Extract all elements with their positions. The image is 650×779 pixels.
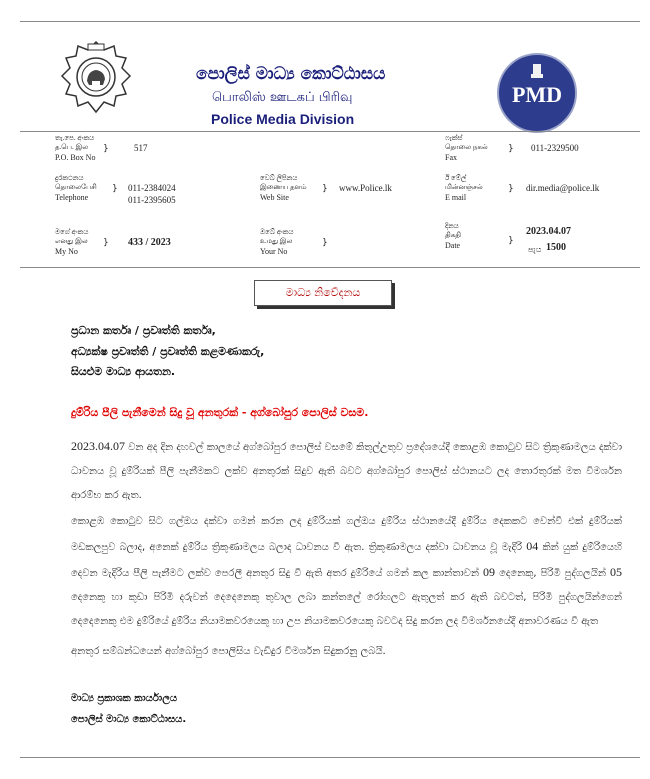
paragraph-2-carriage-count: 04 bbox=[526, 539, 539, 553]
paragraph-3: අනතුර සම්බන්ධයෙන් අග්බෝපුර පොලිසිය වැඩිදුර විමර්ශන සිදුකරනු ලබයි. bbox=[71, 646, 386, 657]
addressee-line-2: අධ්‍යක්ෂ ප්‍රවෘත්ති / ප්‍රවෘත්ති කළමණාකරු, bbox=[71, 345, 265, 358]
time-value: 1500 bbox=[546, 242, 566, 253]
title-sinhala: පොලිස් මාධ්‍ය කොට්ඨාසය bbox=[196, 64, 386, 84]
telephone-dash: } bbox=[112, 184, 118, 194]
signature-line-1: මාධ්‍ය ප්‍රකාශක කාර්යාලය bbox=[71, 693, 178, 704]
time-label: පැය bbox=[528, 245, 542, 254]
signature-line-2: පොලිස් මාධ්‍ය කොට්ඨාසය. bbox=[71, 714, 187, 725]
my-no-label: මගේ අංකය எனது இல My No bbox=[55, 228, 89, 256]
police-emblem-icon bbox=[60, 40, 132, 116]
telephone-label: දුරකථනය தொலைபேசி Telephone bbox=[55, 174, 97, 202]
subject-line: දුම්රිය පීලි පැනීමෙන් සිදු වූ අනතුරක් - අග්බෝපුර පොලිස් වසම. bbox=[71, 406, 369, 419]
fax-value: 011-2329500 bbox=[531, 143, 579, 153]
website-label: වෙබ් ලිපිනය இணைய தளம் Web Site bbox=[260, 174, 307, 202]
title-english: Police Media Division bbox=[211, 111, 355, 127]
my-no-value: 433 / 2023 bbox=[128, 237, 171, 248]
date-value: 2023.04.07 bbox=[526, 226, 571, 237]
my-no-dash: } bbox=[103, 238, 109, 248]
website-value: www.Police.lk bbox=[339, 183, 392, 193]
pobox-dash: } bbox=[103, 144, 109, 154]
paragraph-2-part-b: කින් යුක් දුම්රියෙහි දෙවන මැදිරිය පීලි පැනීමට ලක්ව පෙරලී අනතුර සිදු වී ඇති අතර දුම්රියේ ගමන් කල කාන්තාවන් bbox=[71, 542, 622, 579]
top-border bbox=[20, 21, 640, 22]
paragraph-2-part-a: කොළඹ කොටුව සිට ගල්ඔය දක්වා ගමන් කරන ලද දුම්රියක් ගල්ඔය දුම්රිය ස්ථානයේදී දුම්රිය දෙකකට වෙන්වී එක් දුම්රියක් මඩකලපුව බලාද, අනෙක් දුම්රිය ත්‍රිකුණාමලය බලාද ධාවනය වී ඇත. ත්‍රිකුණාමලය දක්වා ධාවනය වූ මැදිරි bbox=[71, 516, 622, 553]
pobox-value: 517 bbox=[134, 143, 148, 153]
date-dash: } bbox=[508, 236, 514, 246]
info-divider bbox=[20, 267, 640, 268]
paragraph-2-men-count: 05 bbox=[610, 565, 622, 579]
title-tamil: பொலிஸ் ஊடகப் பிரிவு bbox=[212, 90, 353, 105]
pmd-logo-icon bbox=[496, 52, 578, 134]
paragraph-2-part-d: දෙනෙකු හා කුඩා පිරිමි දරුවන් දෙදෙනෙකු තුවාල ලබා කන්තලේ රෝහලට ඇතුලත් කර ඇති බවටත්, පිරිමි පුද්ගලයින්ගෙන් දෙදෙනෙකු එම දුම්රියේ දුම්රිය නියාමකවරයෙකු හා උප නියාමකවරයෙකු බවටද සිදු කරන ලද විමර්ශනයේදී අනාවරණය වී ඇත bbox=[71, 592, 622, 627]
pobox-label: තැ.පෙ. අංකය த.பெ. இல P.O. Box No bbox=[55, 134, 96, 162]
pmd-logo-text: PMD bbox=[511, 82, 563, 107]
paragraph-2-women-count: 09 bbox=[483, 565, 496, 579]
paragraph-1-text: වන අද දින දහවල් කාලයේ අග්බෝපුර පොලිස් වසමේ කිතුල්උතුව ප්‍රදේශයේදී කොළඹ කොටුව සිට ත්‍රිකුණාමලය දක්වා ධාවනය වූ දුම්රියක් පීලි පැනීමකට ලක්ව අනතුරක් සිදුව ඇති බවට අග්බෝපුර පොලිස් ස්ථානයට ලද තොරතුරක් මත විමර්ශන ආරම්භ කර ඇත. bbox=[71, 442, 622, 501]
email-value: dir.media@police.lk bbox=[526, 183, 600, 193]
your-no-label: ඔබේ අංකය உமது இல Your No bbox=[260, 228, 294, 256]
media-release-heading: මාධ්‍ය නිවේදනය bbox=[254, 280, 392, 306]
email-dash: } bbox=[508, 184, 514, 194]
telephone-value-1: 011-2384024 bbox=[128, 183, 176, 193]
bottom-border bbox=[20, 757, 640, 758]
addressee-line-3: සියළුම මාධ්‍ය ආයතන. bbox=[71, 365, 176, 378]
header-divider bbox=[20, 131, 640, 132]
fax-label: ෆැක්ස් தொலை நகல் Fax bbox=[445, 134, 488, 162]
paragraph-2 bbox=[71, 510, 622, 634]
email-label: ඊ මේල් மின்னஞ்சல் E mail bbox=[445, 174, 483, 202]
paragraph-1 bbox=[71, 434, 622, 508]
your-no-dash: } bbox=[322, 238, 328, 248]
paragraph-2-part-c: දෙනෙකු, පිරිමි පුද්ගලයින් bbox=[495, 568, 610, 579]
paragraph-1-date: 2023.04.07 bbox=[71, 439, 125, 453]
telephone-value-2: 011-2395605 bbox=[128, 195, 176, 205]
website-dash: } bbox=[322, 184, 328, 194]
fax-dash: } bbox=[508, 144, 514, 154]
addressee-line-1: ප්‍රධාන කර්තෘ / ප්‍රවෘත්ති කර්තෘ, bbox=[71, 324, 216, 337]
date-label: දිනය திகதி Date bbox=[445, 222, 461, 250]
